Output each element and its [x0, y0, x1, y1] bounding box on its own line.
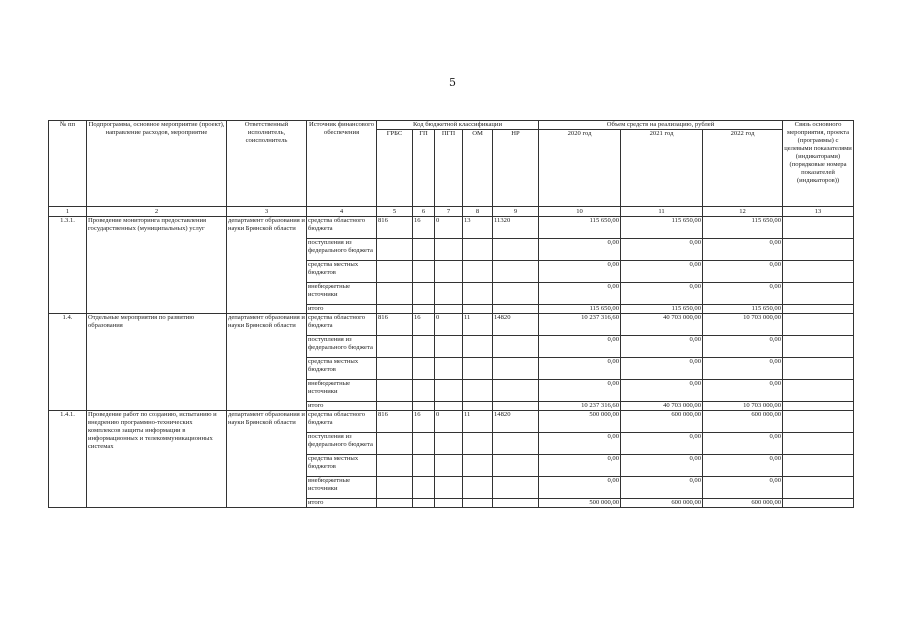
code-empty	[413, 455, 435, 477]
code-empty	[413, 499, 435, 508]
code-empty	[435, 433, 463, 455]
col-number: 11	[621, 207, 703, 217]
value-2020: 0,00	[539, 261, 621, 283]
code-empty	[377, 283, 413, 305]
code-empty	[413, 336, 435, 358]
value-2020: 10 237 316,60	[539, 314, 621, 336]
code-empty	[377, 239, 413, 261]
value-2020: 0,00	[539, 380, 621, 402]
code-empty	[463, 283, 493, 305]
indicator-link	[783, 411, 854, 433]
code-empty	[377, 336, 413, 358]
indicator-link	[783, 402, 854, 411]
funding-source: внебюджетные источники	[307, 283, 377, 305]
header-gp: ГП	[413, 130, 435, 207]
col-number: 4	[307, 207, 377, 217]
header-num: № пп	[49, 121, 87, 207]
table-header	[49, 121, 854, 217]
col-number: 10	[539, 207, 621, 217]
code-empty	[463, 305, 493, 314]
budget-table	[48, 120, 854, 508]
code-empty	[463, 477, 493, 499]
value-2020: 115 650,00	[539, 217, 621, 239]
indicator-link	[783, 380, 854, 402]
code-empty	[377, 305, 413, 314]
total-2021: 40 703 000,00	[621, 402, 703, 411]
row-number: 1.4.	[49, 314, 87, 411]
value-2021: 0,00	[621, 455, 703, 477]
value-2022: 115 650,00	[703, 217, 783, 239]
value-2022: 10 703 000,00	[703, 314, 783, 336]
value-2021: 0,00	[621, 239, 703, 261]
code-empty	[463, 433, 493, 455]
code-empty	[463, 455, 493, 477]
indicator-link	[783, 217, 854, 239]
funding-source: поступления из федерального бюджета	[307, 336, 377, 358]
measure-name: Проведение мониторинга предоставления государственных (муниципальных) услуг	[87, 217, 227, 314]
value-2022: 0,00	[703, 358, 783, 380]
total-2021: 600 000,00	[621, 499, 703, 508]
value-2021: 0,00	[621, 336, 703, 358]
col-number: 12	[703, 207, 783, 217]
value-2021: 40 703 000,00	[621, 314, 703, 336]
indicator-link	[783, 433, 854, 455]
col-number: 6	[413, 207, 435, 217]
code-empty	[493, 499, 539, 508]
indicator-link	[783, 499, 854, 508]
header-om: ОМ	[463, 130, 493, 207]
code-empty	[493, 433, 539, 455]
value-2020: 0,00	[539, 477, 621, 499]
indicator-link	[783, 261, 854, 283]
col-number: 3	[227, 207, 307, 217]
code-nr: 11320	[493, 217, 539, 239]
code-nr: 14820	[493, 411, 539, 433]
code-empty	[435, 499, 463, 508]
code-empty	[413, 380, 435, 402]
header-nr: НР	[493, 130, 539, 207]
funding-source: средства местных бюджетов	[307, 358, 377, 380]
table-row	[49, 217, 854, 239]
funding-source: средства областного бюджета	[307, 411, 377, 433]
funding-source: средства областного бюджета	[307, 314, 377, 336]
value-2022: 0,00	[703, 433, 783, 455]
code-gp: 16	[413, 411, 435, 433]
code-empty	[413, 283, 435, 305]
code-empty	[413, 239, 435, 261]
total-2022: 600 000,00	[703, 499, 783, 508]
code-grbs: 816	[377, 314, 413, 336]
code-empty	[463, 380, 493, 402]
table-row	[49, 411, 854, 433]
header-executor: Ответственный исполнитель, соисполнитель	[227, 121, 307, 207]
code-empty	[413, 402, 435, 411]
code-empty	[377, 477, 413, 499]
header-budget-code: Код бюджетной классификации	[377, 121, 539, 130]
code-empty	[493, 305, 539, 314]
table-body	[49, 217, 854, 508]
value-2021: 0,00	[621, 380, 703, 402]
total-2022: 115 650,00	[703, 305, 783, 314]
header-grbs: ГРБС	[377, 130, 413, 207]
code-empty	[493, 380, 539, 402]
code-empty	[493, 477, 539, 499]
executor: департамент образования и науки Брянской области	[227, 217, 307, 314]
code-empty	[435, 261, 463, 283]
measure-name: Проведение работ по созданию, испытанию и внедрению программно-технических комплексов защиты информации в информационных и телекоммуникационных системах	[87, 411, 227, 508]
executor: департамент образования и науки Брянской области	[227, 411, 307, 508]
code-grbs: 816	[377, 217, 413, 239]
total-2020: 115 650,00	[539, 305, 621, 314]
indicator-link	[783, 283, 854, 305]
value-2021: 600 000,00	[621, 411, 703, 433]
code-gp: 16	[413, 217, 435, 239]
code-empty	[435, 402, 463, 411]
executor: департамент образования и науки Брянской области	[227, 314, 307, 411]
code-empty	[435, 305, 463, 314]
value-2021: 0,00	[621, 283, 703, 305]
code-empty	[377, 261, 413, 283]
value-2021: 0,00	[621, 433, 703, 455]
code-empty	[463, 358, 493, 380]
code-empty	[413, 305, 435, 314]
col-number: 5	[377, 207, 413, 217]
value-2020: 500 000,00	[539, 411, 621, 433]
total-label: итого	[307, 499, 377, 508]
code-empty	[493, 402, 539, 411]
total-2021: 115 650,00	[621, 305, 703, 314]
header-2022: 2022 год	[703, 130, 783, 207]
indicator-link	[783, 336, 854, 358]
code-empty	[493, 455, 539, 477]
total-label: итого	[307, 402, 377, 411]
value-2021: 115 650,00	[621, 217, 703, 239]
code-empty	[413, 433, 435, 455]
col-number: 2	[87, 207, 227, 217]
funding-source: поступления из федерального бюджета	[307, 239, 377, 261]
value-2020: 0,00	[539, 336, 621, 358]
code-empty	[463, 402, 493, 411]
code-pgp: 0	[435, 411, 463, 433]
code-empty	[493, 358, 539, 380]
table-row	[49, 314, 854, 336]
code-empty	[463, 336, 493, 358]
code-empty	[413, 358, 435, 380]
code-empty	[493, 239, 539, 261]
code-empty	[377, 455, 413, 477]
funding-source: средства областного бюджета	[307, 217, 377, 239]
code-empty	[463, 499, 493, 508]
col-number: 9	[493, 207, 539, 217]
code-empty	[493, 283, 539, 305]
value-2022: 0,00	[703, 336, 783, 358]
value-2022: 0,00	[703, 477, 783, 499]
funding-source: средства местных бюджетов	[307, 261, 377, 283]
value-2020: 0,00	[539, 433, 621, 455]
code-grbs: 816	[377, 411, 413, 433]
code-om: 13	[463, 217, 493, 239]
funding-source: поступления из федерального бюджета	[307, 433, 377, 455]
code-empty	[463, 261, 493, 283]
indicator-link	[783, 477, 854, 499]
code-om: 11	[463, 411, 493, 433]
value-2022: 0,00	[703, 455, 783, 477]
code-empty	[377, 433, 413, 455]
value-2022: 0,00	[703, 261, 783, 283]
code-empty	[413, 477, 435, 499]
value-2021: 0,00	[621, 261, 703, 283]
page-number: 5	[449, 76, 456, 89]
col-number: 1	[49, 207, 87, 217]
col-number: 8	[463, 207, 493, 217]
code-empty	[435, 239, 463, 261]
code-empty	[493, 336, 539, 358]
code-empty	[413, 261, 435, 283]
code-empty	[493, 261, 539, 283]
code-empty	[377, 402, 413, 411]
header-link: Связь основного мероприятия, проекта (программы) с целевыми показателями (индикаторами) (порядковые номера показателей (индикаторов))	[783, 121, 854, 207]
indicator-link	[783, 314, 854, 336]
header-source: Источник финансового обеспечения	[307, 121, 377, 207]
header-volume: Объем средств на реализацию, рублей	[539, 121, 783, 130]
value-2022: 0,00	[703, 283, 783, 305]
value-2022: 0,00	[703, 380, 783, 402]
row-number: 1.3.1.	[49, 217, 87, 314]
value-2020: 0,00	[539, 283, 621, 305]
code-pgp: 0	[435, 314, 463, 336]
value-2021: 0,00	[621, 358, 703, 380]
total-2020: 500 000,00	[539, 499, 621, 508]
total-2020: 10 237 316,60	[539, 402, 621, 411]
row-number: 1.4.1.	[49, 411, 87, 508]
code-empty	[377, 380, 413, 402]
col-number: 13	[783, 207, 854, 217]
value-2022: 0,00	[703, 239, 783, 261]
code-empty	[377, 358, 413, 380]
col-number: 7	[435, 207, 463, 217]
code-empty	[435, 380, 463, 402]
code-nr: 14820	[493, 314, 539, 336]
value-2020: 0,00	[539, 358, 621, 380]
code-empty	[435, 336, 463, 358]
value-2022: 600 000,00	[703, 411, 783, 433]
code-empty	[435, 358, 463, 380]
header-pgp: ПГП	[435, 130, 463, 207]
code-empty	[377, 499, 413, 508]
code-pgp: 0	[435, 217, 463, 239]
indicator-link	[783, 455, 854, 477]
indicator-link	[783, 239, 854, 261]
code-empty	[463, 239, 493, 261]
measure-name: Отдельные мероприятия по развитию образования	[87, 314, 227, 411]
indicator-link	[783, 305, 854, 314]
code-gp: 16	[413, 314, 435, 336]
code-empty	[435, 455, 463, 477]
column-number-row	[49, 207, 854, 217]
total-label: итого	[307, 305, 377, 314]
indicator-link	[783, 358, 854, 380]
funding-source: внебюджетные источники	[307, 380, 377, 402]
code-empty	[435, 477, 463, 499]
funding-source: средства местных бюджетов	[307, 455, 377, 477]
value-2020: 0,00	[539, 239, 621, 261]
header-program: Подпрограмма, основное мероприятие (проект), направление расходов, мероприятие	[87, 121, 227, 207]
value-2021: 0,00	[621, 477, 703, 499]
value-2020: 0,00	[539, 455, 621, 477]
total-2022: 10 703 000,00	[703, 402, 783, 411]
code-empty	[435, 283, 463, 305]
header-2021: 2021 год	[621, 130, 703, 207]
funding-source: внебюджетные источники	[307, 477, 377, 499]
code-om: 11	[463, 314, 493, 336]
header-2020: 2020 год	[539, 130, 621, 207]
